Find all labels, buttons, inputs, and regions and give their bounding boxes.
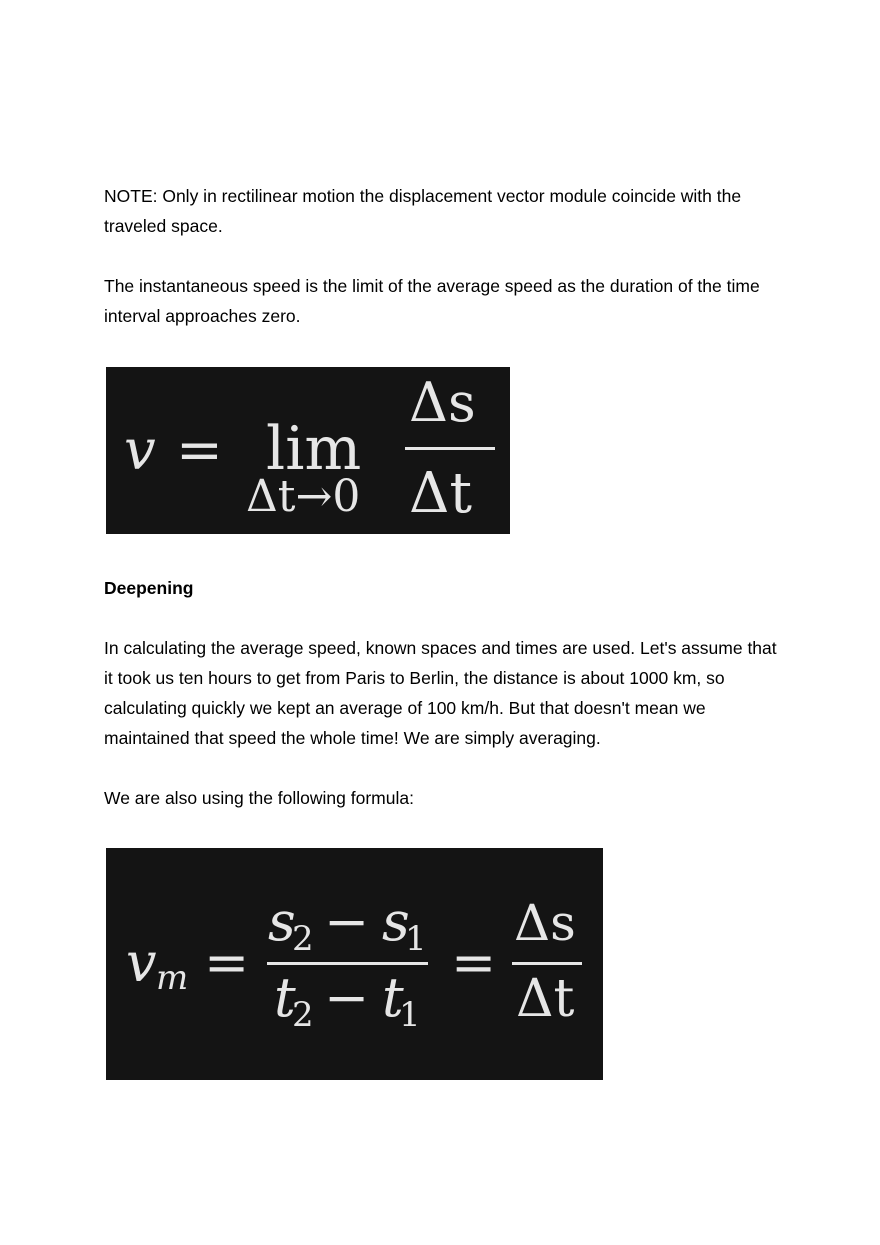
deepening-line-2: it took us ten hours to get from Paris to Berlin, the distance is about 1000 km, so <box>104 668 725 688</box>
formula-vm: v <box>126 931 157 994</box>
formula-minus-top: − <box>324 890 370 953</box>
note-line-2: traveled space. <box>104 216 223 236</box>
formula-minus-bottom: − <box>324 966 370 1029</box>
formula-equals-1: = <box>204 931 250 994</box>
formula-t2: t <box>274 966 296 1029</box>
average-speed-formula <box>106 848 603 1080</box>
instantaneous-speed-paragraph <box>104 271 784 331</box>
formula-v: v <box>124 418 156 483</box>
formula-t1: t <box>382 966 404 1029</box>
formula-numerator: Δs <box>514 894 576 952</box>
formula-denominator: Δt <box>516 969 575 1029</box>
deepening-paragraph <box>104 633 784 753</box>
formula-s1-subscript: 1 <box>405 919 427 959</box>
formula-equals: = <box>176 418 223 483</box>
instantaneous-speed-formula <box>106 367 510 534</box>
formula-denominator: Δt <box>409 461 472 526</box>
deepening-line-4: maintained that speed the whole time! We are simply averaging. <box>104 728 601 748</box>
formula-s1: s <box>382 890 410 953</box>
instantaneous-line-1: The instantaneous speed is the limit of the average speed as the duration of the time <box>104 276 760 296</box>
formula-lim: lim <box>266 414 362 484</box>
fraction-bar-1 <box>267 962 428 965</box>
formula-s2: s <box>268 890 296 953</box>
formula-t2-subscript: 2 <box>292 995 314 1035</box>
deepening-line-1: In calculating the average speed, known spaces and times are used. Let's assume that <box>104 638 777 658</box>
formula-lim-subscript: Δt→0 <box>246 471 361 522</box>
deepening-heading: Deepening <box>104 578 194 598</box>
fraction-bar-2 <box>512 962 582 965</box>
formula-t1-subscript: 1 <box>399 995 421 1035</box>
deepening-line-3: calculating quickly we kept an average of 100 km/h. But that doesn't mean we <box>104 698 706 718</box>
fraction-bar <box>405 447 495 450</box>
formula-intro: We are also using the following formula: <box>104 788 414 808</box>
instantaneous-line-2: interval approaches zero. <box>104 306 301 326</box>
formula-equals-2: = <box>451 931 497 994</box>
note-line-1: NOTE: Only in rectilinear motion the displacement vector module coincide with the <box>104 186 742 206</box>
formula-numerator: Δs <box>409 371 476 434</box>
formula-vm-subscript: m <box>156 958 189 998</box>
formula-s2-subscript: 2 <box>292 919 314 959</box>
note-paragraph <box>104 181 784 241</box>
